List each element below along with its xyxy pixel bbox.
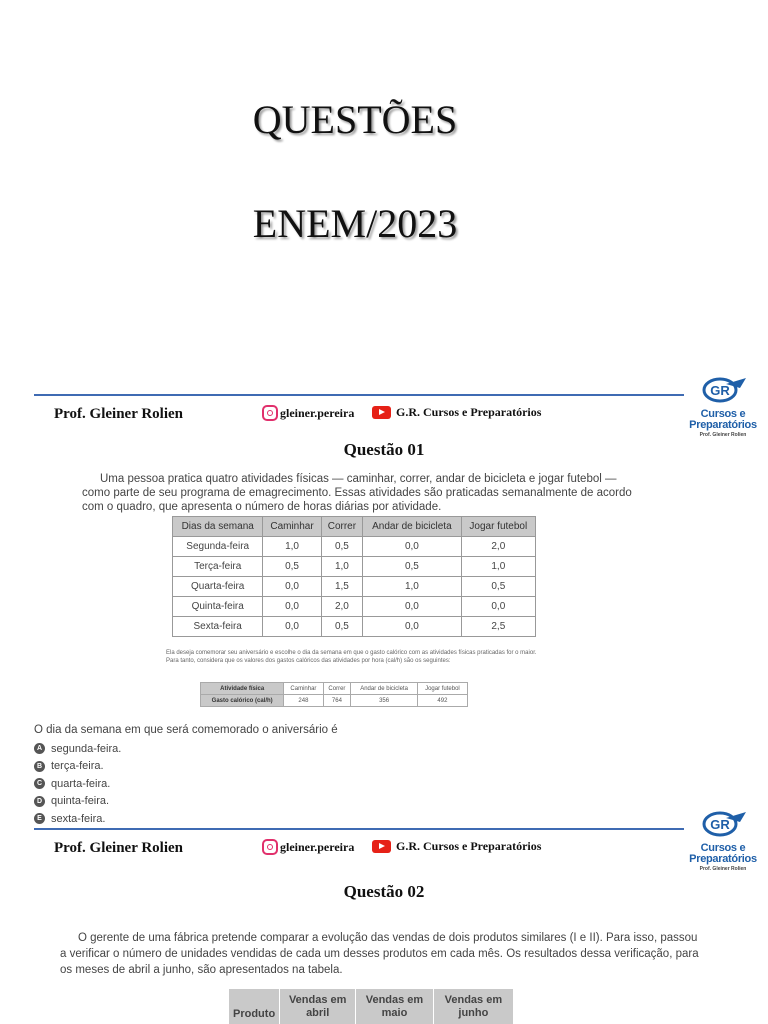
table-cell: Quarta-feira [173,577,263,597]
question-02-heading: Questão 02 [343,882,425,901]
gr-logo-mark: GR [710,817,730,832]
table-header: Dias da semana [173,517,263,537]
table-cell: Gasto calórico (cal/h) [201,695,284,707]
gr-logo-mark: GR [710,383,730,398]
table-cell: 248 [284,695,323,707]
table-cell: 356 [351,695,418,707]
option-text: quarta-feira. [51,777,111,790]
instagram-handle[interactable] [262,839,354,855]
table-header: Vendas em junho [433,989,513,1024]
option-letter-icon: A [34,743,45,754]
header-rule [34,828,684,830]
table-cell: 0,0 [263,617,321,637]
table-header-row [173,517,536,537]
professor-name: Prof. Gleiner Rolien [54,840,184,856]
table-cell: Sexta-feira [173,617,263,637]
gr-logo-icon [696,808,750,838]
instagram-icon [262,839,278,855]
table-cell: 2,5 [461,617,535,637]
gr-logo [686,808,760,872]
option-letter-icon: B [34,761,45,772]
table-cell: Terça-feira [173,557,263,577]
table-cell: 1,0 [321,557,363,577]
table-cell: 0,5 [321,537,363,557]
youtube-icon [372,406,391,419]
table-row [173,537,536,557]
hours-table [172,516,536,637]
option-letter-icon: D [34,796,45,807]
question-01-heading: Questão 01 [343,440,425,459]
youtube-channel[interactable] [372,405,541,420]
slide-title-line2: ENEM/2023 [252,201,458,246]
table-cell: 1,0 [461,557,535,577]
table-cell: Caminhar [284,683,323,695]
question-01-statement: Uma pessoa pratica quatro atividades físicas — caminhar, correr, andar de bicicleta e jogar futebol — como parte de seu programa de emagrecimento. Essas atividades são praticadas semanalmente de acordo com o quadro, que apresenta o número de horas diárias por atividade. [82,473,632,513]
header-rule [34,394,684,396]
table-cell: 0,0 [363,537,461,557]
youtube-label: G.R. Cursos e Preparatórios [396,405,542,419]
table-cell: Jogar futebol [417,683,467,695]
table-cell: 0,0 [363,617,461,637]
logo-sub: Prof. Gleiner Rolien [699,432,747,438]
table-cell: 1,5 [321,577,363,597]
option-a[interactable] [34,740,121,758]
option-c[interactable] [34,775,121,793]
youtube-label: G.R. Cursos e Preparatórios [396,839,542,853]
table-cell: 2,0 [321,597,363,617]
table-row [173,597,536,617]
option-letter-icon: E [34,813,45,824]
table-cell: 2,0 [461,537,535,557]
table-cell: 0,5 [363,557,461,577]
table-header: Andar de bicicleta [363,517,461,537]
table-row [201,683,468,695]
table-row [173,557,536,577]
table-header-row [229,989,514,1024]
logo-sub: Prof. Gleiner Rolien [699,866,747,872]
youtube-channel[interactable] [372,839,541,854]
logo-line2: Preparatórios [689,419,757,431]
table-cell: 0,0 [263,597,321,617]
table-cell: Atividade física [201,683,284,695]
logo-line1: Cursos e [700,408,746,420]
table-cell: 0,0 [363,597,461,617]
table-cell: 0,5 [321,617,363,637]
table-header: Produto [229,989,280,1024]
table-header: Vendas em maio [356,989,434,1024]
instagram-label: gleiner.pereira [280,839,355,854]
table-cell: 0,5 [263,557,321,577]
option-text: terça-feira. [51,760,104,773]
option-text: segunda-feira. [51,742,122,755]
question-01-context: Ela deseja comemorar seu aniversário e escolhe o dia da semana em que o gasto calórico com as atividades físicas praticadas for o maior. Para tanto, considera que os valores dos gastos calóricos das atividades por hora (cal/h) são os seguintes: [166,650,537,664]
table-cell: Segunda-feira [173,537,263,557]
table-cell: 0,5 [461,577,535,597]
option-text: sexta-feira. [51,812,106,825]
instagram-icon [262,405,278,421]
instagram-handle[interactable] [262,405,354,421]
option-text: quinta-feira. [51,795,110,808]
table-row [201,695,468,707]
table-header: Correr [321,517,363,537]
logo-line2: Preparatórios [689,853,757,865]
table-row [173,617,536,637]
page-header [0,383,768,484]
question-01-prompt: O dia da semana em que será comemorado o aniversário é [34,724,338,736]
table-cell: 492 [417,695,467,707]
logo-line1: Cursos e [700,842,746,854]
table-cell: Andar de bicicleta [351,683,418,695]
table-cell: 0,0 [263,577,321,597]
gr-logo-icon [696,374,750,404]
gr-logo [686,374,760,438]
table-header: Jogar futebol [461,517,535,537]
slide-title-line1: QUESTÕES [252,97,458,142]
calories-table [200,682,468,707]
question-02-statement: O gerente de uma fábrica pretende comparar a evolução das vendas de dois produtos similares (I e II). Para isso, passou a verificar o número de unidades vendidas de cada um desses produtos em cada mês. Os resultados dessa verificação, para os meses de abril a junho, são apresentados na tabela. [60,932,699,976]
table-cell: 1,0 [263,537,321,557]
option-b[interactable] [34,758,121,776]
option-letter-icon: C [34,778,45,789]
table-cell: Correr [323,683,351,695]
table-header: Caminhar [263,517,321,537]
option-e[interactable] [34,810,121,828]
option-d[interactable] [34,793,121,811]
table-cell: 1,0 [363,577,461,597]
table-cell: 764 [323,695,351,707]
instagram-label: gleiner.pereira [280,405,355,420]
professor-name: Prof. Gleiner Rolien [54,406,184,422]
youtube-icon [372,840,391,853]
answer-options [34,740,121,828]
table-row [173,577,536,597]
sales-table [228,988,514,1024]
table-header: Vendas em abril [280,989,356,1024]
table-cell: 0,0 [461,597,535,617]
table-cell: Quinta-feira [173,597,263,617]
